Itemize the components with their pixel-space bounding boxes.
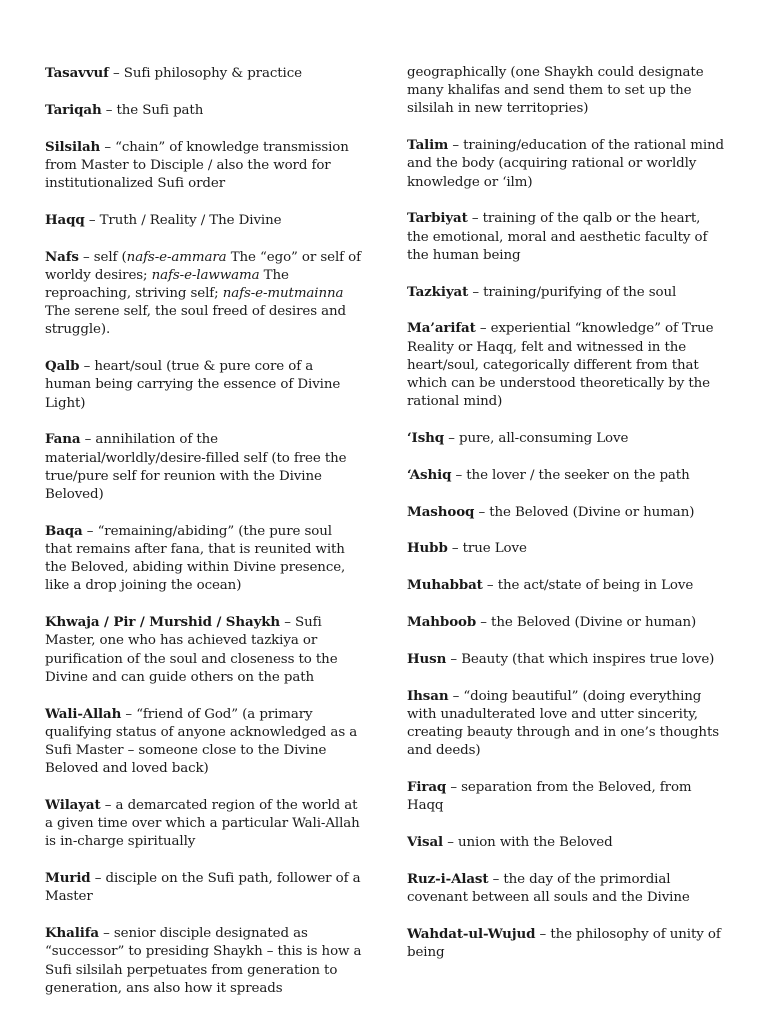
glossary-entry-ashiq: ‘Ashiq – the lover / the seeker on the path [407,466,690,483]
glossary-definition: “doing beautiful” (doing everything with unadulterated love and utter sincerity, creating beauty through and in one’s thoughts and deeds) [407,688,720,759]
glossary-definition: training/purifying of the soul [483,284,677,300]
glossary-entry-qalb: Qalb – heart/soul (true & pure core of a human being carrying the essence of Divine Light) [45,358,341,411]
glossary-definition: “remaining/abiding” (the pure soul that remains after fana, that is reunited with the Beloved, abiding within Divine presence, like a drop joining the ocean) [45,523,346,594]
glossary-definition: the day of the primordial covenant between all souls and the Divine [407,871,690,905]
glossary-term: Baqa [45,522,83,539]
glossary-definition: pure, all-consuming Love [459,431,629,447]
nafs-e-mutmainna-term: nafs-e-mutmainna [222,286,344,301]
glossary-term: Tarbiyat [407,210,468,227]
glossary-entry-muhabbat: Muhabbat – the act/state of being in Love [407,577,694,594]
glossary-continuation-text: geographically (one Shaykh could designate many khalifas and send them to set up the silsilah in new territopries) [407,65,704,117]
glossary-definition: disciple on the Sufi path, follower of a Master [45,871,361,905]
glossary-definition: true Love [462,541,527,557]
glossary-definition: experiential “knowledge” of True Reality or Haqq, felt and witnessed in the heart/soul, categorically different from that which can be understood theoretically by the rational mind) [407,321,714,410]
glossary-definition: heart/soul (true & pure core of a human being carrying the essence of Divine Light) [45,359,341,411]
glossary-entry-hubb: Hubb – true Love [407,540,527,557]
glossary-term: Mashooq [407,503,475,520]
glossary-entry-khalifa: Khalifa – senior disciple designated as “successor” to presiding Shaykh – this is how a Sufi silsilah perpetuates from generation to generation, ans also how it spreads [45,925,362,996]
glossary-entry-visal: Visal – union with the Beloved [407,834,613,850]
glossary-term: Hubb [407,540,448,557]
glossary-entry-wali-allah: Wali-Allah – “friend of God” (a primary qualifying status of anyone acknowledged as a Sufi Master – someone close to the Divine Beloved and loved back) [45,705,358,777]
glossary-definition: Sufi philosophy & practice [123,66,302,81]
glossary-term: Nafs [45,248,79,265]
glossary-entry-tarbiyat: Tarbiyat – training of the qalb or the heart, the emotional, moral and aesthetic faculty of the human being [407,210,708,263]
glossary-definition: the lover / the seeker on the path [466,467,690,483]
glossary-entry-wilayat: Wilayat – a demarcated region of the world at a given time over which a particular Wali-Allah is in-charge spiritually [45,797,360,850]
glossary-definition: the act/state of being in Love [497,578,694,594]
glossary-definition: Beauty (that which inspires true love) [461,651,715,667]
glossary-entry-silsilah: Silsilah – “chain” of knowledge transmission from Master to Disciple / also the word for institutionalized Sufi order [45,138,349,191]
glossary-term: Wilayat [45,797,101,814]
glossary-term: Ihsan [407,687,449,704]
glossary-term: Silsilah [45,138,101,155]
glossary-definition: a demarcated region of the world at a given time over which a particular Wali-Allah is in-charge spiritually [45,798,360,850]
glossary-right-column [407,64,725,980]
glossary-term: Tazkiyat [407,283,469,300]
glossary-term: Murid [45,870,91,887]
glossary-term: Ma’arifat [407,320,476,337]
glossary-definition: senior disciple designated as “successor” to presiding Shaykh – this is how a Sufi silsilah perpetuates from generation to generation, ans also how it spreads [45,926,362,996]
glossary-entry-fana: Fana – annihilation of the material/worldly/desire-filled self (to free the true/pure self for reunion with the Divine Beloved) [45,431,347,503]
glossary-entry-husn: Husn – Beauty (that which inspires true love) [407,650,715,667]
glossary-definition: union with the Beloved [457,835,613,850]
glossary-entry-wahdat-ul-wujud: Wahdat-ul-Wujud – the philosophy of unity of being [407,925,721,960]
glossary-entry-murid: Murid – disciple on the Sufi path, follower of a Master [45,870,361,905]
glossary-entry-ruz-i-alast: Ruz-i-Alast – the day of the primordial covenant between all souls and the Divine [407,870,690,905]
glossary-term: Haqq [45,211,85,228]
glossary-entry-ishq: ‘Ishq – pure, all-consuming Love [407,430,629,447]
glossary-term: Khwaja / Pir / Murshid / Shaykh [45,614,281,631]
glossary-definition: the Beloved (Divine or human) [491,615,697,630]
glossary-entry-talim: Talim – training/education of the rational mind and the body (acquiring rational or worldly knowledge or ‘ilm) [407,137,724,190]
glossary-term: Tariqah [45,101,102,118]
glossary-term: Husn [407,650,447,667]
glossary-entry-tazkiyat: Tazkiyat – training/purifying of the soul [407,283,677,300]
glossary-entry-maarifat: Ma’arifat – experiential “knowledge” of True Reality or Haqq, felt and witnessed in the heart/soul, categorically different from that which can be understood theoretically by the rational mind) [407,320,714,410]
glossary-entry-mahboob: Mahboob – the Beloved (Divine or human) [407,614,697,630]
glossary-term: Talim [407,137,449,154]
glossary-term: Visal [407,834,444,850]
glossary-definition: the Sufi path [116,102,204,118]
glossary-term: Ruz-i-Alast [407,870,489,887]
glossary-term: Khalifa [45,925,99,942]
glossary-term: Wahdat-ul-Wujud [407,925,536,942]
glossary-definition: Sufi Master, one who has achieved tazkiya or purification of the soul and closeness to the Divine and can guide others on the path [45,615,338,685]
glossary-term: Muhabbat [407,577,483,594]
glossary-term: Wali-Allah [45,705,122,722]
glossary-entry-tariqah: Tariqah – the Sufi path [45,101,204,118]
glossary-entry-baqa: Baqa – “remaining/abiding” (the pure soul that remains after fana, that is reunited with the Beloved, abiding within Divine presence, like a drop joining the ocean) [45,522,346,594]
glossary-definition: “friend of God” (a primary qualifying status of anyone acknowledged as a Sufi Master – someone close to the Divine Beloved and loved back) [45,706,358,777]
glossary-term: Mahboob [407,614,477,630]
glossary-entry-ihsan: Ihsan – “doing beautiful” (doing everything with unadulterated love and utter sincerity, creating beauty through and in one’s thoughts and deeds) [407,687,720,759]
glossary-entry-nafs: Nafs – self (nafs-e-ammara The “ego” or self of worldy desires; nafs-e-lawwama The reproaching, striving self; nafs-e-mutmainna The serene self, the soul freed of desires and struggle). [45,248,361,338]
glossary-entry-shaykh: Khwaja / Pir / Murshid / Shaykh – Sufi Master, one who has achieved tazkiya or purification of the soul and closeness to the Divine and can guide others on the path [45,614,338,685]
glossary-definition: separation from the Beloved, from Haqq [407,780,692,814]
glossary-term: Fana [45,431,81,448]
glossary-term: ‘Ishq [407,430,445,447]
glossary-definition: the philosophy of unity of being [407,926,721,960]
glossary-definition: training/education of the rational mind and the body (acquiring rational or worldly knowledge or ‘ilm) [407,138,724,190]
glossary-entry-haqq: Haqq – Truth / Reality / The Divine [45,211,282,228]
glossary-definition: training of the qalb or the heart, the emotional, moral and aesthetic faculty of the human being [407,211,708,263]
glossary-term: ‘Ashiq [407,466,452,483]
glossary-definition: the Beloved (Divine or human) [489,504,695,520]
nafs-e-ammara-term: nafs-e-ammara [126,249,227,265]
glossary-term: Tasavvuf [45,65,109,81]
glossary-term: Firaq [407,779,447,795]
glossary-entry-mashooq: Mashooq – the Beloved (Divine or human) [407,503,695,520]
glossary-definition: Truth / Reality / The Divine [99,212,282,228]
glossary-entry-tasavvuf: Tasavvuf – Sufi philosophy & practice [45,65,302,81]
glossary-entry-firaq: Firaq – separation from the Beloved, from Haqq [407,779,692,814]
glossary-left-column [45,64,363,1016]
nafs-e-lawwama-term: nafs-e-lawwama [151,267,260,283]
glossary-term: Qalb [45,358,80,375]
glossary-definition: annihilation of the material/worldly/desire-filled self (to free the true/pure self for reunion with the Divine Beloved) [45,432,347,503]
glossary-definition: “chain” of knowledge transmission from Master to Disciple / also the word for institutionalized Sufi order [45,139,349,191]
